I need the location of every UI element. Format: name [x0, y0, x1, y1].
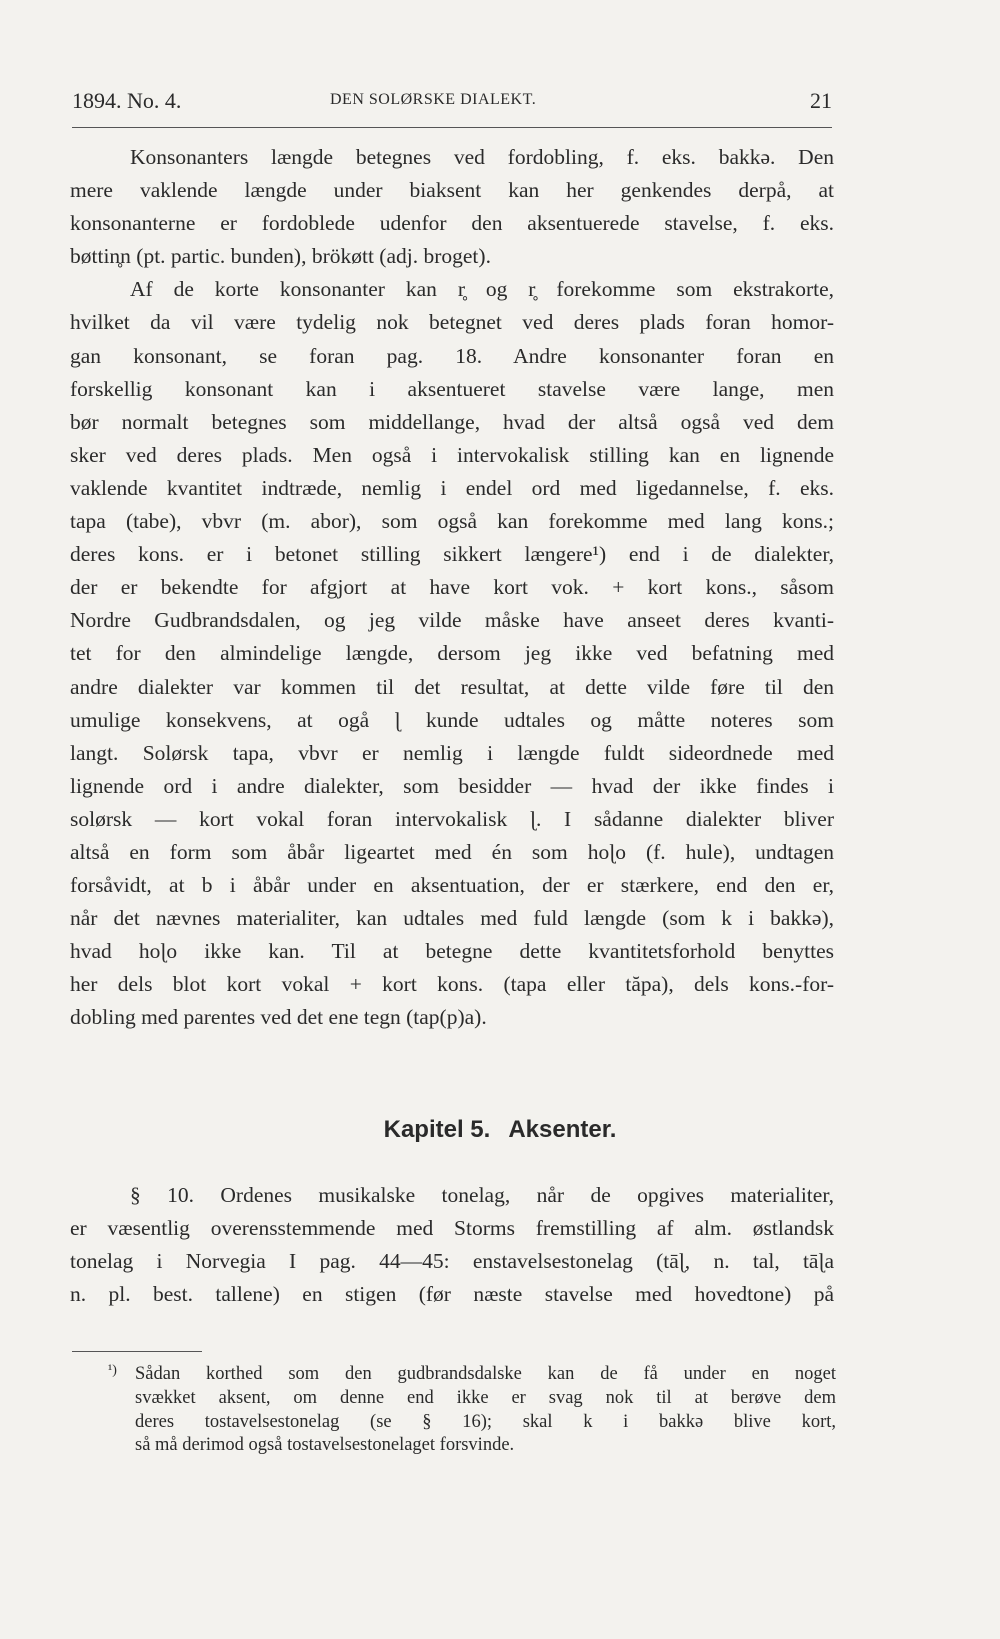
text-line: lignende ord i andre dialekter, som besidder — hvad der ikke findes i — [70, 773, 834, 798]
footnote — [108, 1363, 836, 1458]
text-line: n. pl. best. tallene) en stigen (før næste stavelse med hovedtone) på — [70, 1282, 834, 1307]
body-text — [70, 141, 834, 1035]
text-line: konsonanterne er fordoblede udenfor den aksentuerede stavelse, f. eks. — [70, 211, 834, 236]
footnote-line — [108, 1434, 836, 1458]
text-line: forskellig konsonant kan i aksentueret stavelse være lange, men — [70, 376, 834, 401]
text-line: bøttin̥n (pt. partic. bunden), brökøtt (adj. broget). — [70, 244, 491, 269]
section-text — [70, 1179, 834, 1311]
text-line: dobling med parentes ved det ene tegn (tap(p)a). — [70, 1005, 487, 1030]
footnote-marker: ¹) — [108, 1363, 117, 1378]
text-line: Konsonanters længde betegnes ved fordobling, f. eks. bakkə. Den — [130, 145, 834, 169]
text-line: altså en form som åbår ligeartet med én som hoɭo (f. hule), undtagen — [70, 839, 834, 864]
text-line: bør normalt betegnes som middellange, hvad der altså også ved dem — [70, 409, 834, 434]
footnote-line — [108, 1411, 836, 1435]
text-line: her dels blot kort vokal + kort kons. (tapa eller tăpa), dels kons.-for- — [70, 972, 834, 997]
header-rule — [72, 127, 832, 128]
running-title: DEN SOLØRSKE DIALEKT. — [330, 91, 537, 108]
text-line: umulige konsekvens, at ogå ɭ kunde udtales og måtte noteres som — [70, 707, 834, 732]
text-line: der er bekendte for afgjort at have kort vok. + kort kons., såsom — [70, 575, 834, 600]
issue-reference: 1894. No. 4. — [72, 88, 182, 113]
text-line: solørsk — kort vokal foran intervokalisk ɭ. I sådanne dialekter bliver — [70, 806, 834, 831]
text-line: langt. Solørsk tapa, vbvr er nemlig i længde fuldt sideordnede med — [70, 740, 834, 765]
text-line: er væsentlig overensstemmende med Storms fremstilling af alm. østlandsk — [70, 1216, 834, 1241]
text-line: forsåvidt, at b i åbår under en aksentuation, der er stærkere, end den er, — [70, 873, 834, 898]
footnote-line — [108, 1387, 836, 1411]
text-line: deres kons. er i betonet stilling sikkert længere¹) end i de dialekter, — [70, 542, 834, 567]
footnote-rule — [72, 1351, 202, 1352]
text-line: tet for den almindelige længde, dersom jeg ikke ved befatning med — [70, 641, 834, 666]
text-line: vaklende kvantitet indtræde, nemlig i endel ord med ligedannelse, f. eks. — [70, 475, 834, 500]
text-line: mere vaklende længde under biaksent kan her genkendes derpå, at — [70, 178, 834, 203]
chapter-number: Kapitel 5. — [383, 1116, 491, 1143]
page-number: 21 — [810, 88, 832, 113]
text-line: tapa (tabe), vbvr (m. abor), som også kan forekomme med lang kons.; — [70, 509, 834, 534]
text-line: § 10. Ordenes musikalske tonelag, når de opgives materialiter, — [130, 1183, 834, 1207]
text-line: gan konsonant, se foran pag. 18. Andre konsonanter foran en — [70, 343, 834, 368]
text-line: Nordre Gudbrandsdalen, og jeg vilde måske have anseet deres kvanti- — [70, 608, 834, 633]
footnote-line — [108, 1363, 836, 1387]
text-line: sker ved deres plads. Men også i intervokalisk stilling kan en lignende — [70, 442, 834, 467]
footnote-line-text: svækket aksent, om denne end ikke er svag nok til at berøve dem — [135, 1387, 836, 1408]
text-line: andre dialekter var kommen til det resultat, at dette vilde føre til den — [70, 674, 834, 699]
footnote-line-text: så må derimod også tostavelsestonelaget forsvinde. — [135, 1435, 515, 1456]
footnote-line-text: Sådan korthed som den gudbrandsdalske kan de få under en noget — [135, 1364, 836, 1384]
text-line: hvilket da vil være tydelig nok betegnet ved deres plads foran homor- — [70, 310, 834, 335]
text-line: hvad hoɭo ikke kan. Til at betegne dette kvantitetsforhold benyttes — [70, 939, 834, 964]
text-line: når det nævnes materialiter, kan udtales med fuld længde (som k i bakkə), — [70, 906, 834, 931]
footnote-line-text: deres tostavelsestonelag (se § 16); skal k i bakkə blive kort, — [135, 1411, 836, 1432]
running-header — [72, 88, 832, 122]
text-line: Af de korte konsonanter kan r̥ og r̥ forekomme som ekstrakorte, — [130, 277, 834, 302]
chapter-title: Aksenter. — [508, 1116, 617, 1143]
text-line: tonelag i Norvegia I pag. 44—45: enstavelsestonelag (tāɭ, n. tal, tāɭa — [70, 1249, 834, 1274]
chapter-heading — [0, 1116, 1000, 1144]
